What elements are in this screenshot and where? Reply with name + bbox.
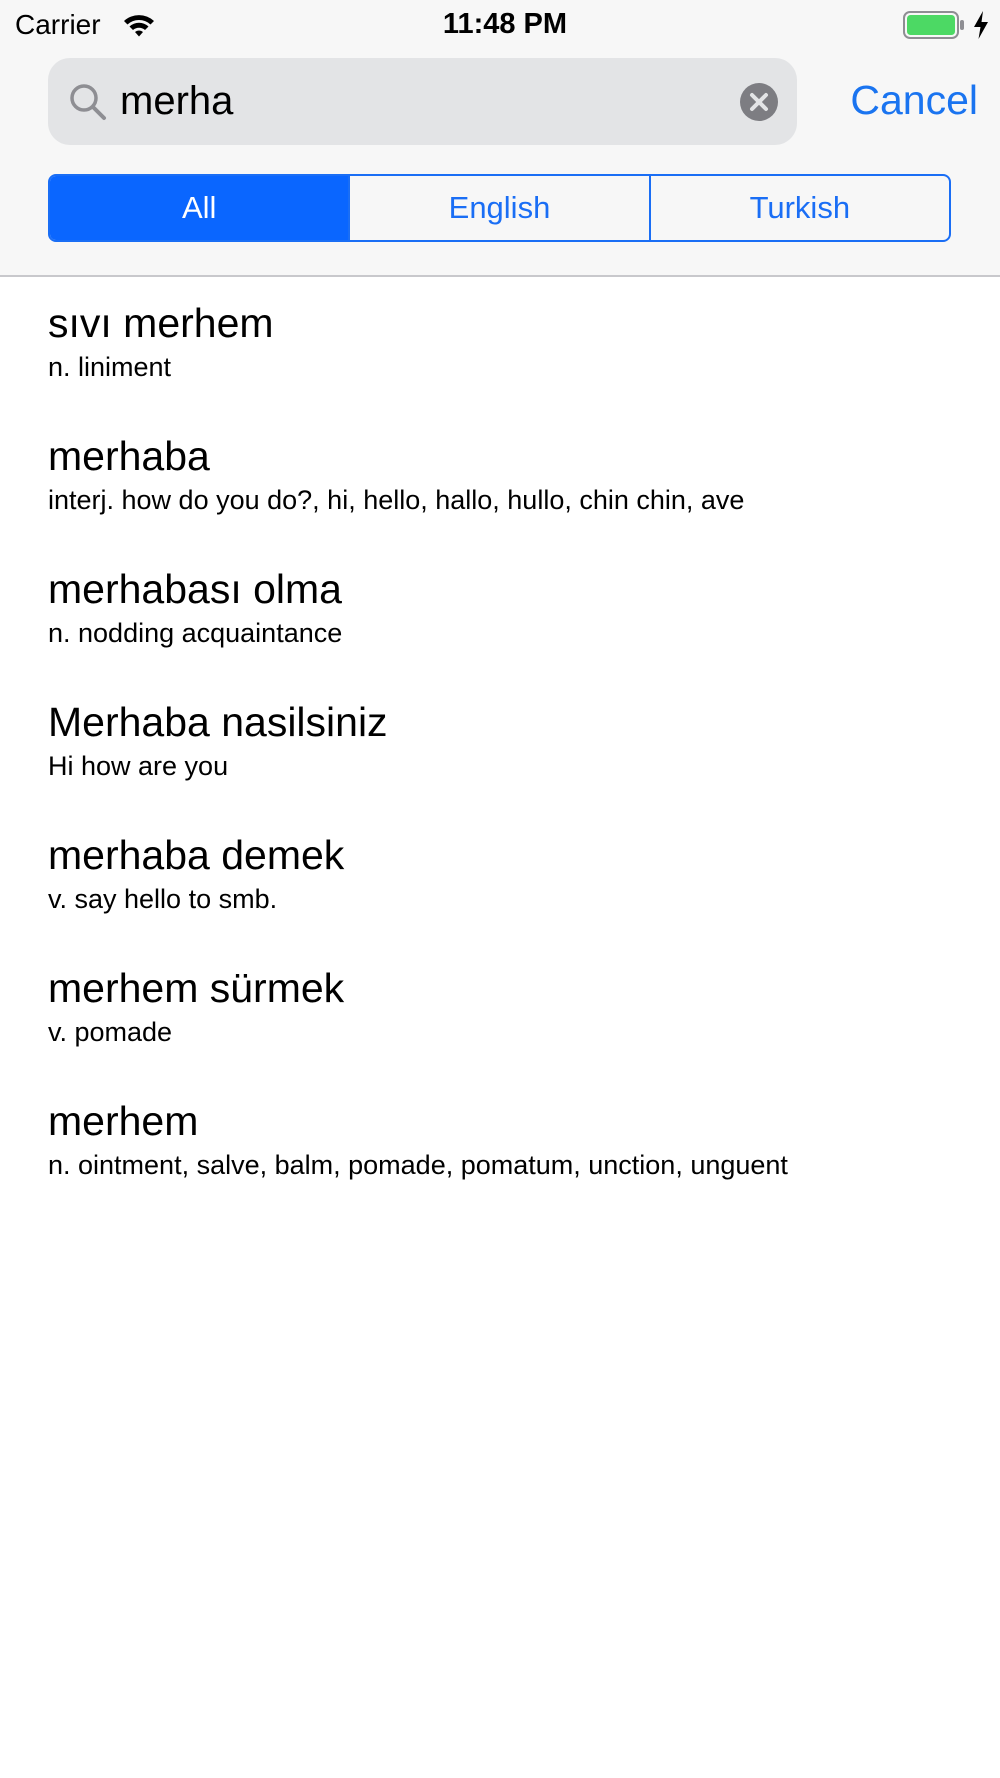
scope-segment-all[interactable]: All [50,176,348,240]
navigation-header [0,0,1000,277]
result-row[interactable] [0,543,1000,676]
result-term: Merhaba nasilsiniz [48,699,388,745]
status-time: 11:48 PM [442,8,568,40]
result-definition: n. liniment [48,352,172,382]
result-row[interactable] [0,809,1000,942]
carrier-label: Carrier [15,9,101,40]
result-row[interactable] [0,277,1000,410]
result-row[interactable] [0,1075,1000,1208]
result-definition: v. pomade [48,1017,173,1047]
result-row[interactable] [0,942,1000,1075]
result-row[interactable] [0,410,1000,543]
cancel-button[interactable]: Cancel [850,77,978,123]
status-bar [0,0,1000,50]
result-definition: n. nodding acquaintance [48,618,343,648]
result-definition: n. ointment, salve, balm, pomade, pomatum, unction, unguent [48,1150,788,1180]
result-term: sıvı merhem [48,300,274,346]
result-definition: v. say hello to smb. [48,884,278,914]
results-list [0,277,1000,1208]
charging-bolt-icon [972,10,990,40]
result-term: merhabası olma [48,566,342,612]
scope-segmented-control [48,174,951,242]
search-icon [68,82,108,122]
result-term: merhaba demek [48,832,345,878]
battery-icon [903,11,965,39]
scope-segment-english[interactable]: English [348,176,648,240]
scope-segment-turkish[interactable]: Turkish [649,176,949,240]
result-term: merhem [48,1098,199,1144]
clear-search-icon[interactable] [740,83,778,121]
result-row[interactable] [0,676,1000,809]
search-input[interactable] [120,68,700,134]
result-definition: interj. how do you do?, hi, hello, hallo, hullo, chin chin, ave [48,485,745,515]
result-definition: Hi how are you [48,751,229,781]
result-term: merhem sürmek [48,965,345,1011]
search-field[interactable] [48,58,797,145]
result-term: merhaba [48,433,210,479]
